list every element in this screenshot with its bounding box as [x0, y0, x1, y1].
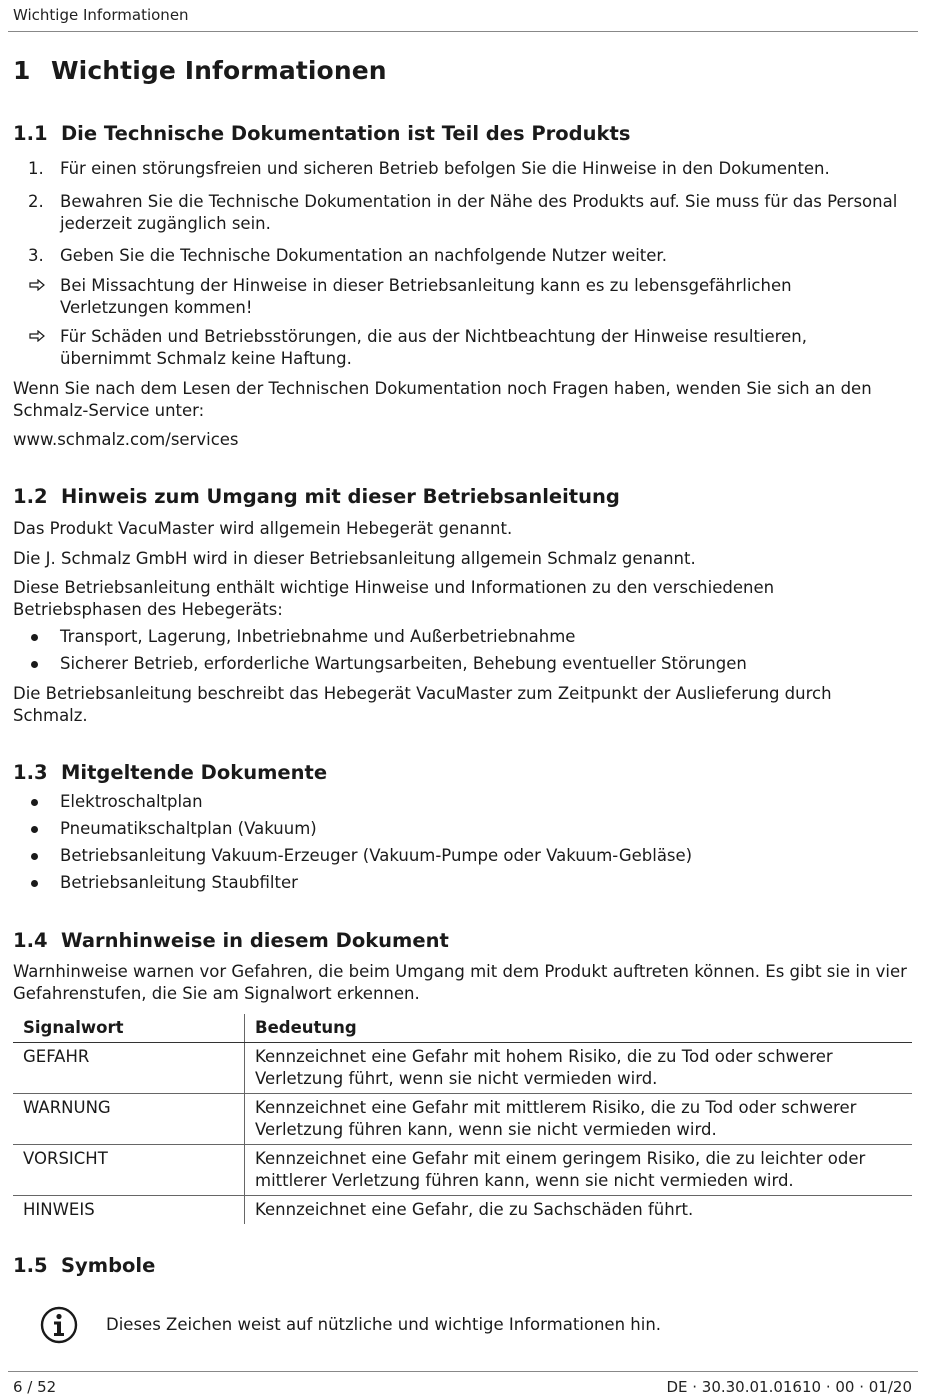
signal-word-cell: WARNUNG — [13, 1094, 245, 1145]
footer-rule — [8, 1371, 918, 1372]
bullet-text: Pneumatikschaltplan (Vakuum) — [60, 819, 317, 838]
paragraph: Warnhinweise warnen vor Gefahren, die beim Umgang mit dem Produkt auftreten können. Es gibt sie in vier Gefahrenstufen, die Sie am Signalwort erkennen. — [13, 962, 907, 1003]
meaning-cell: Kennzeichnet eine Gefahr mit hohem Risiko, die zu Tod oder schwerer Verletzung führt, wenn sie nicht vermieden wird. — [245, 1043, 913, 1094]
chapter-heading — [13, 56, 387, 85]
header-rule — [8, 31, 918, 32]
document-id: DE · 30.30.01.01610 · 00 · 01/20 — [666, 1378, 912, 1396]
step-number: 3. — [28, 246, 44, 265]
table-row — [13, 1043, 912, 1094]
section-heading-1-5 — [13, 1254, 155, 1277]
step-text: Für einen störungsfreien und sicheren Betrieb befolgen Sie die Hinweise in den Dokumenten. — [60, 159, 830, 178]
meaning-cell: Kennzeichnet eine Gefahr mit einem geringem Risiko, die zu leichter oder mittlerer Verletzung führen kann, wenn sie nicht vermieden wird. — [245, 1145, 913, 1196]
section-heading-1-3 — [13, 761, 327, 784]
signal-word-table — [13, 1014, 912, 1224]
signal-word-cell: VORSICHT — [13, 1145, 245, 1196]
running-header: Wichtige Informationen — [13, 6, 189, 24]
paragraph: Die J. Schmalz GmbH wird in dieser Betriebsanleitung allgemein Schmalz genannt. — [13, 549, 696, 568]
section-title: Die Technische Dokumentation ist Teil des Produkts — [61, 122, 631, 145]
section-title: Hinweis zum Umgang mit dieser Betriebsanleitung — [61, 485, 620, 508]
meaning-cell: Kennzeichnet eine Gefahr mit mittlerem Risiko, die zu Tod oder schwerer Verletzung führen kann, wenn sie nicht vermieden wird. — [245, 1094, 913, 1145]
bullet-dot — [31, 880, 38, 887]
section-title: Symbole — [61, 1254, 156, 1277]
section-heading-1-2 — [13, 485, 620, 508]
paragraph: Die Betriebsanleitung beschreibt das Hebegerät VacuMaster zum Zeitpunkt der Auslieferung durch Schmalz. — [13, 684, 832, 725]
bullet-dot — [31, 799, 38, 806]
step-number: 2. — [28, 192, 44, 211]
bullet-text: Elektroschaltplan — [60, 792, 203, 811]
bullet-text: Betriebsanleitung Staubfilter — [60, 873, 298, 892]
table-row — [13, 1196, 912, 1225]
bullet-dot — [31, 661, 38, 668]
bullet-dot — [31, 634, 38, 641]
section-number: 1.5 — [13, 1254, 48, 1277]
signal-word-cell: HINWEIS — [13, 1196, 245, 1225]
bullet-text: Transport, Lagerung, Inbetriebnahme und Außerbetriebnahme — [60, 627, 576, 646]
result-text: Bei Missachtung der Hinweise in dieser Betriebsanleitung kann es zu lebensgefährlichen Verletzungen kommen! — [60, 276, 792, 317]
section-heading-1-4 — [13, 929, 449, 952]
paragraph: Diese Betriebsanleitung enthält wichtige Hinweise und Informationen zu den verschiedenen Betriebsphasen des Hebegeräts: — [13, 578, 775, 619]
table-header-row — [13, 1014, 912, 1043]
section-number: 1.4 — [13, 929, 48, 952]
paragraph: Das Produkt VacuMaster wird allgemein Hebegerät genannt. — [13, 519, 513, 538]
result-arrow-icon — [29, 330, 45, 342]
step-text: Bewahren Sie die Technische Dokumentation in der Nähe des Produkts auf. Sie muss für das Personal jederzeit zugänglich sein. — [60, 192, 898, 233]
bullet-dot — [31, 853, 38, 860]
result-arrow-icon — [29, 279, 45, 291]
result-text: Für Schäden und Betriebsstörungen, die aus der Nichtbeachtung der Hinweise resultieren, übernimmt Schmalz keine Haftung. — [60, 327, 807, 368]
info-symbol-text: Dieses Zeichen weist auf nützliche und wichtige Informationen hin. — [106, 1315, 662, 1334]
meaning-cell: Kennzeichnet eine Gefahr, die zu Sachschäden führt. — [255, 1200, 694, 1219]
step-number: 1. — [28, 159, 44, 178]
section-title: Warnhinweise in diesem Dokument — [61, 929, 449, 952]
section-number: 1.2 — [13, 485, 48, 508]
service-url: www.schmalz.com/services — [13, 430, 239, 449]
column-header: Signalwort — [13, 1014, 245, 1043]
contact-paragraph: Wenn Sie nach dem Lesen der Technischen Dokumentation noch Fragen haben, wenden Sie sich an den Schmalz-Service unter: — [13, 379, 872, 420]
step-text: Geben Sie die Technische Dokumentation an nachfolgende Nutzer weiter. — [60, 246, 667, 265]
section-heading-1-1 — [13, 122, 630, 145]
section-number: 1.1 — [13, 122, 48, 145]
chapter-title: Wichtige Informationen — [51, 56, 387, 85]
table-row — [13, 1094, 912, 1145]
page-number: 6 / 52 — [13, 1378, 57, 1396]
chapter-number: 1 — [13, 56, 31, 85]
section-title: Mitgeltende Dokumente — [61, 761, 328, 784]
column-header: Bedeutung — [245, 1014, 913, 1043]
table-row — [13, 1145, 912, 1196]
info-icon — [40, 1306, 78, 1344]
bullet-dot — [31, 826, 38, 833]
bullet-text: Sicherer Betrieb, erforderliche Wartungsarbeiten, Behebung eventueller Störungen — [60, 654, 747, 673]
bullet-text: Betriebsanleitung Vakuum-Erzeuger (Vakuum-Pumpe oder Vakuum-Gebläse) — [60, 846, 693, 865]
section-number: 1.3 — [13, 761, 48, 784]
signal-word-cell: GEFAHR — [13, 1043, 245, 1094]
